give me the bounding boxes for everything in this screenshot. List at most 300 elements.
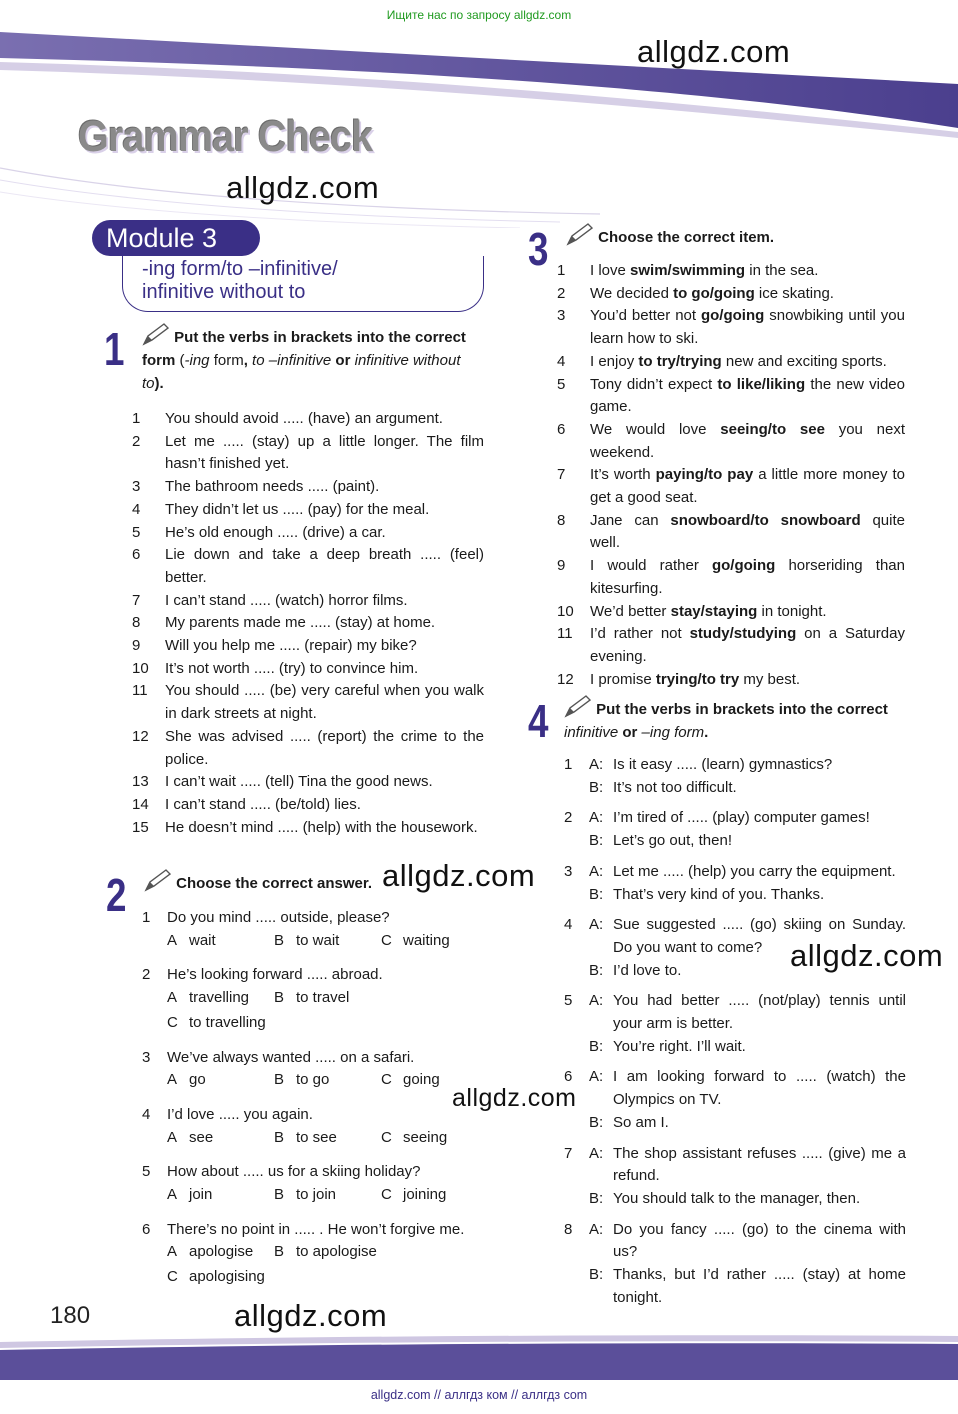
dialogue-line-b [589, 1112, 906, 1135]
item-number: 5 [564, 992, 573, 1010]
answer-options [167, 1266, 502, 1289]
item-number: 10 [132, 659, 149, 677]
item-number: 15 [132, 818, 149, 836]
question-item [142, 1161, 502, 1206]
pencil-icon [144, 868, 172, 892]
item-text-part: in tonight. [757, 602, 827, 620]
list-item [132, 476, 484, 499]
item-number: 5 [132, 523, 141, 541]
exercise-number: 2 [106, 869, 127, 921]
instruction-bold: Choose the correct answer. [176, 875, 373, 892]
item-text [590, 351, 905, 374]
answer-options [167, 1127, 502, 1150]
answer-option[interactable] [167, 1266, 274, 1289]
dialogue-text: Let’s go out, then! [613, 832, 732, 850]
item-number: 8 [557, 511, 566, 529]
dialogue-line-a [589, 754, 906, 777]
option-text: going [403, 1071, 440, 1089]
item-number: 6 [557, 420, 566, 438]
answer-options [167, 1241, 502, 1264]
item-number: 3 [132, 478, 141, 496]
item-text: She was advised ..... (report) the crime to the police. [165, 727, 484, 768]
list-item [132, 794, 484, 817]
choice-options[interactable]: go/going [711, 557, 776, 575]
item-text-part: quite well. [590, 511, 905, 552]
speaker-label: B: [589, 1189, 604, 1207]
instruction-bold: or [618, 724, 642, 741]
option-letter: C [167, 1013, 178, 1031]
option-text: apologise [189, 1243, 254, 1261]
choice-options[interactable]: to try/trying [638, 352, 722, 370]
option-letter: B [274, 931, 285, 949]
item-text-part: horseriding than kitesurfing. [590, 557, 905, 597]
option-text: to go [296, 1071, 330, 1089]
option-letter: A [167, 989, 178, 1007]
item-text [590, 419, 905, 464]
question-text: I’d love ..... you again. [167, 1105, 313, 1123]
speaker-label: A: [589, 916, 604, 934]
watermark: allgdz.com [234, 1298, 388, 1333]
dialogue-item [564, 1143, 906, 1211]
item-number: 6 [564, 1068, 573, 1086]
item-number: 9 [557, 557, 566, 575]
answer-options [167, 1184, 502, 1207]
item-text [590, 464, 905, 509]
dialogue-line-a [589, 990, 906, 1035]
item-text: I can’t stand ..... (watch) horror films. [165, 591, 408, 609]
item-text: They didn’t let us ..... (pay) for the meal. [165, 500, 430, 518]
item-number: 2 [557, 284, 566, 302]
dialogue-text: Do you fancy ..... (go) to the cinema with us? [613, 1220, 906, 1261]
option-letter: A [167, 1186, 178, 1204]
option-text: travelling [189, 989, 250, 1007]
exercise-4-list [564, 754, 906, 1317]
question-text: We’ve always wanted ..... on a safari. [167, 1048, 415, 1066]
list-item [132, 590, 484, 613]
list-item [557, 555, 905, 600]
topic-line: infinitive without to [142, 281, 306, 303]
speaker-label: A: [589, 1068, 604, 1086]
item-text: He doesn’t mind ..... (help) with the housework. [165, 818, 478, 836]
item-text: The bathroom needs ..... (paint). [165, 478, 380, 496]
option-text: joining [403, 1186, 447, 1204]
option-text: seeing [403, 1128, 448, 1146]
item-text: Let me ..... (stay) up a little longer. The film hasn’t finished yet. [165, 432, 484, 473]
dialogue-line-b [589, 884, 906, 907]
item-number: 9 [132, 637, 141, 655]
item-text [590, 283, 905, 306]
speaker-label: A: [589, 756, 604, 773]
item-text: He’s old enough ..... (drive) a car. [165, 523, 386, 541]
list-item [132, 431, 484, 476]
item-text-part: the new video game. [590, 375, 905, 416]
instruction-bold: or [331, 352, 355, 369]
answer-option[interactable] [381, 930, 488, 953]
dialogue-item [564, 754, 906, 799]
item-number: 5 [142, 1163, 151, 1181]
dialogue-text: I’m tired of ..... (play) computer games! [613, 809, 870, 827]
option-letter: A [167, 1071, 178, 1089]
exercise-number: 1 [104, 323, 125, 375]
list-item [557, 374, 905, 419]
item-text [590, 669, 905, 692]
item-text-part: It’s worth [590, 466, 656, 484]
answer-options [167, 1012, 502, 1035]
speaker-label: B: [589, 778, 604, 796]
answer-option[interactable] [167, 1241, 274, 1264]
item-number: 12 [557, 670, 574, 688]
speaker-label: B: [589, 1113, 604, 1131]
item-text-part: snowbiking until you learn how to ski. [590, 307, 905, 348]
dialogue-text: The shop assistant refuses ..... (give) me a refund. [613, 1144, 906, 1185]
option-letter: C [381, 1071, 392, 1089]
instruction-bold: . [704, 724, 709, 741]
module-label: Module 3 [92, 220, 260, 256]
item-number: 4 [557, 352, 566, 370]
item-text-part: I’d rather not [590, 625, 690, 643]
item-text [590, 623, 905, 668]
dialogue-item [564, 861, 906, 906]
option-text: to wait [296, 931, 340, 949]
dialogue-line-a [589, 861, 906, 884]
watermark: allgdz.com [790, 938, 944, 973]
item-number: 6 [142, 1220, 151, 1238]
item-text-part: I would rather [590, 557, 712, 575]
item-text-part: my best. [739, 670, 801, 688]
dialogue-line-b [589, 830, 906, 853]
item-text-part: You’d better not [590, 307, 701, 325]
speaker-label: B: [589, 832, 604, 850]
exercise-1-list [132, 408, 484, 839]
dialogue-text: I’d love to. [613, 961, 682, 979]
item-number: 3 [142, 1048, 151, 1066]
list-item [132, 658, 484, 681]
list-item [132, 408, 484, 431]
option-text: to join [296, 1186, 337, 1204]
list-item [557, 623, 905, 668]
list-item [557, 260, 905, 283]
exercise-instruction [142, 322, 484, 395]
list-item [132, 680, 484, 725]
item-number: 1 [564, 756, 573, 773]
list-item [557, 283, 905, 306]
dialogue-line-b [589, 1188, 906, 1211]
item-text-part: ice skating. [754, 284, 834, 302]
dialogue-line-a [589, 1219, 906, 1264]
item-number: 11 [557, 625, 573, 643]
item-number: 12 [132, 727, 149, 745]
question-text: Do you mind ..... outside, please? [167, 909, 390, 926]
watermark: allgdz.com [452, 1084, 577, 1112]
instruction-text: ( [175, 352, 185, 369]
item-number: 1 [132, 410, 141, 427]
pencil-icon [566, 222, 594, 246]
item-number: 5 [557, 375, 566, 393]
answer-option[interactable] [381, 1127, 488, 1150]
dialogue-line-a [589, 1143, 906, 1188]
speaker-label: B: [589, 961, 604, 979]
answer-option[interactable] [274, 1241, 381, 1264]
item-number: 1 [557, 262, 566, 279]
list-item [557, 305, 905, 350]
speaker-label: A: [589, 992, 604, 1010]
dialogue-text: It’s not too difficult. [613, 778, 737, 796]
watermark: allgdz.com [226, 170, 380, 205]
item-number: 4 [132, 500, 141, 518]
instruction-bold: ). [154, 375, 164, 392]
option-text: to apologise [296, 1243, 377, 1261]
dialogue-text: Thanks, but I’d rather ..... (stay) at home tonight. [613, 1266, 906, 1306]
item-number: 13 [132, 773, 149, 791]
watermark: allgdz.com [382, 858, 536, 893]
list-item [132, 635, 484, 658]
item-text: Lie down and take a deep breath ..... (feel) better. [165, 546, 484, 586]
dialogue-line-b [589, 1036, 906, 1059]
option-text: join [189, 1186, 213, 1204]
choice-options[interactable]: study/studying [689, 625, 797, 643]
item-text: I can’t stand ..... (be/told) lies. [165, 795, 361, 813]
item-number: 6 [132, 546, 141, 564]
list-item [557, 669, 905, 692]
instruction-text: form [209, 352, 244, 369]
dialogue-text: Let me ..... (help) you carry the equipment. [613, 862, 896, 880]
exercise-number: 3 [528, 223, 549, 275]
item-text-part: We would love [590, 420, 721, 438]
item-number: 2 [132, 432, 141, 450]
exercise-number: 4 [528, 695, 549, 747]
instruction-bold: Put the verbs in brackets into the correct [174, 329, 466, 346]
instruction-italic: -ing [184, 352, 210, 369]
list-item [557, 419, 905, 464]
instruction-bold: form [142, 352, 176, 369]
item-text-part: a little more money to get a good seat. [590, 466, 906, 507]
dialogue-line-a [589, 1066, 906, 1111]
option-letter: C [381, 1128, 392, 1146]
dialogue-line-b [589, 1264, 906, 1309]
item-text [590, 601, 905, 624]
dialogue-text: That’s very kind of you. Thanks. [613, 885, 825, 903]
option-letter: A [167, 1243, 178, 1261]
option-letter: B [274, 1186, 285, 1204]
list-item [557, 464, 905, 509]
option-text: to see [296, 1128, 337, 1146]
item-text-part: in the sea. [745, 262, 819, 279]
instruction-bold: Choose the correct item. [598, 229, 775, 246]
item-number: 3 [557, 307, 566, 325]
option-letter: B [274, 989, 285, 1007]
item-number: 2 [564, 809, 573, 827]
item-number: 4 [564, 916, 573, 934]
topic-line: -ing form/to –infinitive/ [142, 258, 338, 280]
dialogue-text: So am I. [613, 1113, 669, 1131]
speaker-label: B: [589, 885, 604, 903]
question-item [142, 1047, 502, 1092]
answer-option[interactable] [167, 1184, 274, 1207]
answer-option[interactable] [167, 1012, 274, 1035]
item-number: 4 [142, 1105, 151, 1123]
choice-options[interactable]: to like/liking [717, 375, 806, 393]
list-item [132, 612, 484, 635]
item-number: 8 [132, 614, 141, 632]
item-text-part: I love [590, 262, 631, 279]
question-item [142, 964, 502, 1034]
footer-links[interactable]: allgdz.com // аллгдз ком // аллгдз com [370, 1388, 588, 1402]
answer-option[interactable] [167, 1069, 274, 1092]
item-number: 11 [132, 682, 148, 700]
instruction-italic: infinitive without to [142, 352, 461, 392]
option-text: go [189, 1071, 206, 1089]
list-item [557, 601, 905, 624]
speaker-label: A: [589, 809, 604, 827]
item-text [590, 510, 905, 555]
item-text: You should avoid ..... (have) an argument. [165, 410, 443, 427]
option-letter: A [167, 931, 178, 949]
item-text-part: I promise [590, 670, 656, 688]
topic-title [142, 258, 338, 304]
question-text: There’s no point in ..... . He won’t forgive me. [167, 1220, 465, 1238]
choice-options[interactable]: stay/staying [670, 602, 758, 620]
instruction-italic: –ing form [641, 724, 705, 741]
list-item [557, 510, 905, 555]
answer-option[interactable] [274, 1127, 381, 1150]
item-text [590, 555, 905, 600]
question-text: He’s looking forward ..... abroad. [167, 966, 383, 984]
footer-banner [0, 1330, 958, 1386]
option-letter: B [274, 1243, 285, 1261]
list-item [132, 817, 484, 840]
answer-options [167, 987, 502, 1010]
option-text: see [189, 1128, 214, 1146]
choice-options[interactable]: paying/to pay [655, 466, 754, 484]
option-text: waiting [403, 931, 450, 949]
instruction-bold: Put the verbs in brackets into the correct [596, 701, 888, 718]
dialogue-item [564, 1219, 906, 1310]
list-item [557, 351, 905, 374]
list-item [132, 726, 484, 771]
item-text-part: Jane can [590, 511, 671, 529]
answer-option[interactable] [274, 1184, 381, 1207]
item-number: 3 [564, 862, 573, 880]
instruction-italic: to –infinitive [252, 352, 332, 369]
question-item [142, 1104, 502, 1149]
item-number: 1 [142, 909, 151, 926]
item-text [590, 305, 905, 350]
item-text-part: new and exciting sports. [721, 352, 887, 370]
answer-option[interactable] [167, 987, 274, 1010]
item-text: Will you help me ..... (repair) my bike? [165, 637, 417, 655]
option-text: to travelling [189, 1013, 266, 1031]
answer-option[interactable] [167, 930, 274, 953]
instruction-italic: infinitive [564, 724, 619, 741]
choice-options[interactable]: seeing/to see [720, 420, 825, 438]
answer-option[interactable] [274, 987, 381, 1010]
exercise-2-list [142, 907, 502, 1301]
speaker-label: A: [589, 862, 604, 880]
option-text: apologising [189, 1268, 265, 1286]
choice-options[interactable]: trying/to try [655, 670, 740, 688]
dialogue-item [564, 807, 906, 852]
answer-option[interactable] [274, 1069, 381, 1092]
item-text: You should ..... (be) very careful when you walk in dark streets at night. [165, 682, 484, 723]
list-item [132, 544, 484, 589]
dialogue-item [564, 990, 906, 1058]
option-letter: C [167, 1268, 178, 1286]
dialogue-text: You had better ..... (not/play) tennis until your arm is better. [613, 992, 906, 1033]
choice-options[interactable]: snowboard/to snowboard [670, 511, 861, 529]
dialogue-text: Sue suggested ..... (go) skiing on Sunday. Do you want to come? [613, 916, 906, 956]
item-number: 7 [132, 591, 141, 609]
list-item [132, 771, 484, 794]
dialogue-item [564, 1066, 906, 1134]
item-text-part: We’d better [590, 602, 671, 620]
dialogue-text: You should talk to the manager, then. [613, 1189, 861, 1207]
option-letter: A [167, 1128, 178, 1146]
answer-option[interactable] [274, 930, 381, 953]
option-text: wait [189, 931, 216, 949]
choice-options[interactable]: swim/swimming [630, 262, 746, 279]
page-title: Grammar Check [78, 112, 373, 161]
answer-options [167, 930, 502, 953]
speaker-label: A: [589, 1144, 604, 1162]
speaker-label: A: [589, 1220, 604, 1238]
item-text-part: you next weekend. [590, 420, 906, 461]
item-text: My parents made me ..... (stay) at home. [165, 614, 436, 632]
exercise-instruction [144, 868, 372, 895]
option-letter: C [381, 1186, 392, 1204]
option-letter: B [274, 1128, 285, 1146]
question-item [142, 907, 502, 952]
page-number: 180 [50, 1302, 91, 1329]
choice-options[interactable]: go/going [700, 307, 765, 325]
dialogue-line-b [589, 777, 906, 800]
item-number: 8 [564, 1220, 573, 1238]
item-number: 7 [564, 1144, 573, 1162]
item-text: It’s not worth ..... (try) to convince him. [165, 659, 419, 677]
dialogue-text: You’re right. I’ll wait. [613, 1037, 746, 1055]
item-text-part: on a Saturday evening. [590, 625, 905, 665]
exercise-3-list [557, 260, 905, 691]
answer-option[interactable] [167, 1127, 274, 1150]
pencil-icon [142, 322, 170, 346]
question-text: How about ..... us for a skiing holiday? [167, 1163, 421, 1181]
speaker-label: B: [589, 1266, 604, 1284]
option-letter: C [381, 931, 392, 949]
item-text [590, 260, 905, 283]
pencil-icon [564, 694, 592, 718]
dialogue-line-a [589, 807, 906, 830]
item-text-part: We decided [590, 284, 674, 302]
top-search-note[interactable]: Ищите нас по запросу allgdz.com [386, 8, 572, 22]
dialogue-text: Is it easy ..... (learn) gymnastics? [613, 756, 833, 773]
list-item [132, 522, 484, 545]
list-item [132, 499, 484, 522]
item-text [590, 374, 905, 419]
item-text-part: I enjoy [590, 352, 639, 370]
option-letter: B [274, 1071, 285, 1089]
item-number: 2 [142, 966, 151, 984]
exercise-instruction [564, 694, 908, 744]
choice-options[interactable]: to go/going [673, 284, 755, 302]
instruction-bold: , [243, 352, 253, 369]
exercise-instruction [566, 222, 774, 249]
item-text: I can’t wait ..... (tell) Tina the good news. [165, 773, 433, 791]
speaker-label: B: [589, 1037, 604, 1055]
question-item [142, 1219, 502, 1289]
answer-option[interactable] [381, 1184, 488, 1207]
watermark: allgdz.com [637, 34, 791, 69]
item-number: 7 [557, 466, 566, 484]
item-text-part: Tony didn’t expect [590, 375, 718, 393]
